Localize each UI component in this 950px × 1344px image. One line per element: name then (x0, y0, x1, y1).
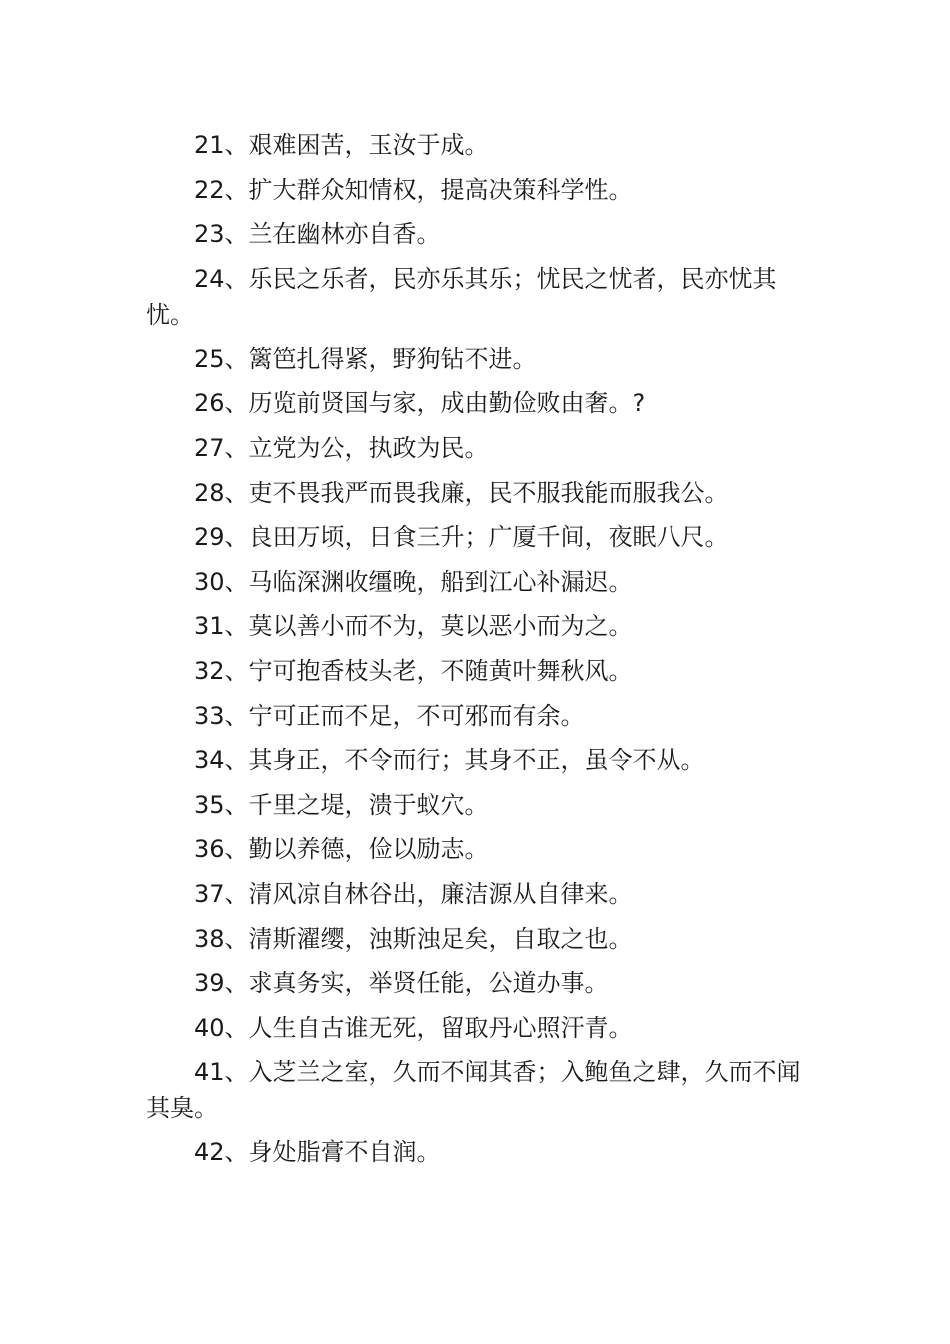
list-item: 40、人生自古谁无死，留取丹心照汗青。 (194, 1013, 633, 1042)
list-item: 38、清斯濯缨，浊斯浊足矣，自取之也。 (194, 924, 633, 953)
list-item: 28、吏不畏我严而畏我廉，民不服我能而服我公。 (194, 478, 729, 507)
list-item: 24、乐民之乐者，民亦乐其乐；忧民之忧者，民亦忧其忧。 (146, 264, 777, 329)
list-item: 32、宁可抱香枝头老，不随黄叶舞秋风。 (194, 656, 633, 685)
list-item: 21、艰难困苦，玉汝于成。 (194, 131, 489, 159)
list-item: 33、宁可正而不足，不可邪而有余。 (194, 701, 585, 730)
list-item: 23、兰在幽林亦自香。 (194, 220, 441, 249)
list-item: 35、千里之堤，溃于蚁穴。 (194, 790, 489, 819)
list-item: 22、扩大群众知情权，提高决策科学性。 (194, 175, 633, 204)
list-item: 25、篱笆扎得紧，野狗钻不进。 (194, 344, 537, 373)
list-item: 31、莫以善小而不为，莫以恶小而为之。 (194, 612, 633, 641)
list-item: 41、入芝兰之室，久而不闻其香；入鲍鱼之肆，久而不闻其臭。 (146, 1058, 801, 1123)
list-item: 42、身处脂膏不自润。 (194, 1138, 441, 1167)
list-item: 26、历览前贤国与家，成由勤俭败由奢。? (194, 389, 646, 418)
document-body (146, 123, 818, 1175)
list-item: 29、良田万顷，日食三升；广厦千间，夜眠八尺。 (194, 523, 729, 552)
list-item: 36、勤以养德，俭以励志。 (194, 835, 489, 864)
list-item: 37、清风凉自林谷出，廉洁源从自律来。 (194, 879, 633, 908)
list-item: 34、其身正，不令而行；其身不正，虽令不从。 (194, 746, 705, 775)
list-item: 39、求真务实，举贤任能，公道办事。 (194, 969, 609, 998)
list-item: 30、马临深渊收缰晚，船到江心补漏迟。 (194, 567, 633, 596)
list-item: 27、立党为公，执政为民。 (194, 433, 489, 462)
